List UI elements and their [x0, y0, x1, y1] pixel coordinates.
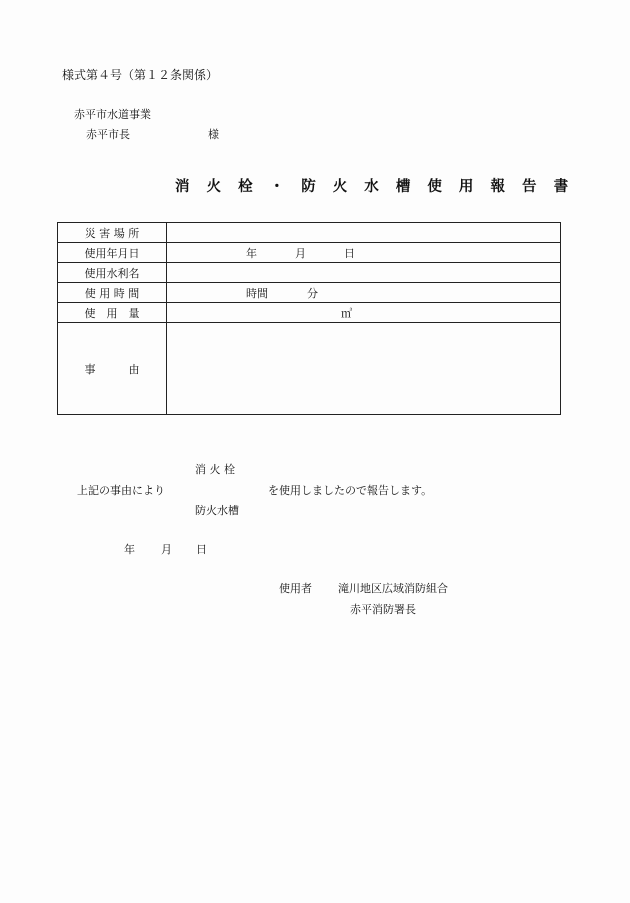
row-reason: [58, 323, 561, 415]
date-day: 日: [196, 543, 207, 556]
field-water-source[interactable]: [167, 263, 561, 283]
hours-unit: 時間: [246, 286, 268, 300]
statement-prefix: 上記の事由により: [77, 484, 165, 497]
field-usage-date[interactable]: [167, 243, 561, 263]
year-unit: 年: [246, 246, 257, 260]
row-usage-time: [58, 283, 561, 303]
option-hydrant: 消 火 栓: [195, 463, 235, 476]
addressee-org: 赤平市水道事業: [74, 108, 151, 121]
minutes-unit: 分: [307, 286, 318, 300]
field-disaster-location[interactable]: [167, 223, 561, 243]
row-usage-date: [58, 243, 561, 263]
label-usage-time: 使 用 時 間: [58, 283, 167, 303]
row-usage-amount: [58, 303, 561, 323]
option-fire-tank: 防火水槽: [195, 504, 239, 517]
cubic-meter-unit: ㎥: [341, 306, 352, 320]
signature-label: 使用者: [279, 582, 312, 595]
form-number: 様式第４号（第１２条関係）: [62, 68, 219, 82]
signature-chief: 赤平消防署長: [350, 603, 416, 616]
field-reason[interactable]: [167, 323, 561, 415]
statement-suffix: を使用しましたので報告します。: [268, 484, 433, 497]
field-usage-time[interactable]: [167, 283, 561, 303]
addressee-title: 赤平市長: [86, 128, 130, 141]
day-unit: 日: [344, 246, 355, 260]
report-table: [57, 222, 561, 415]
date-month: 月: [161, 543, 172, 556]
date-year: 年: [124, 543, 135, 556]
label-reason: 事 由: [58, 323, 167, 415]
honorific: 様: [208, 128, 219, 141]
document-title: 消 火 栓 ・ 防 火 水 槽 使 用 報 告 書: [175, 178, 575, 195]
signature-org: 滝川地区広域消防組合: [338, 582, 448, 595]
month-unit: 月: [295, 246, 306, 260]
row-water-source: [58, 263, 561, 283]
label-usage-date: 使用年月日: [58, 243, 167, 263]
row-disaster-location: [58, 223, 561, 243]
label-usage-amount: 使 用 量: [58, 303, 167, 323]
label-disaster-location: 災 害 場 所: [58, 223, 167, 243]
field-usage-amount[interactable]: [167, 303, 561, 323]
label-water-source: 使用水利名: [58, 263, 167, 283]
